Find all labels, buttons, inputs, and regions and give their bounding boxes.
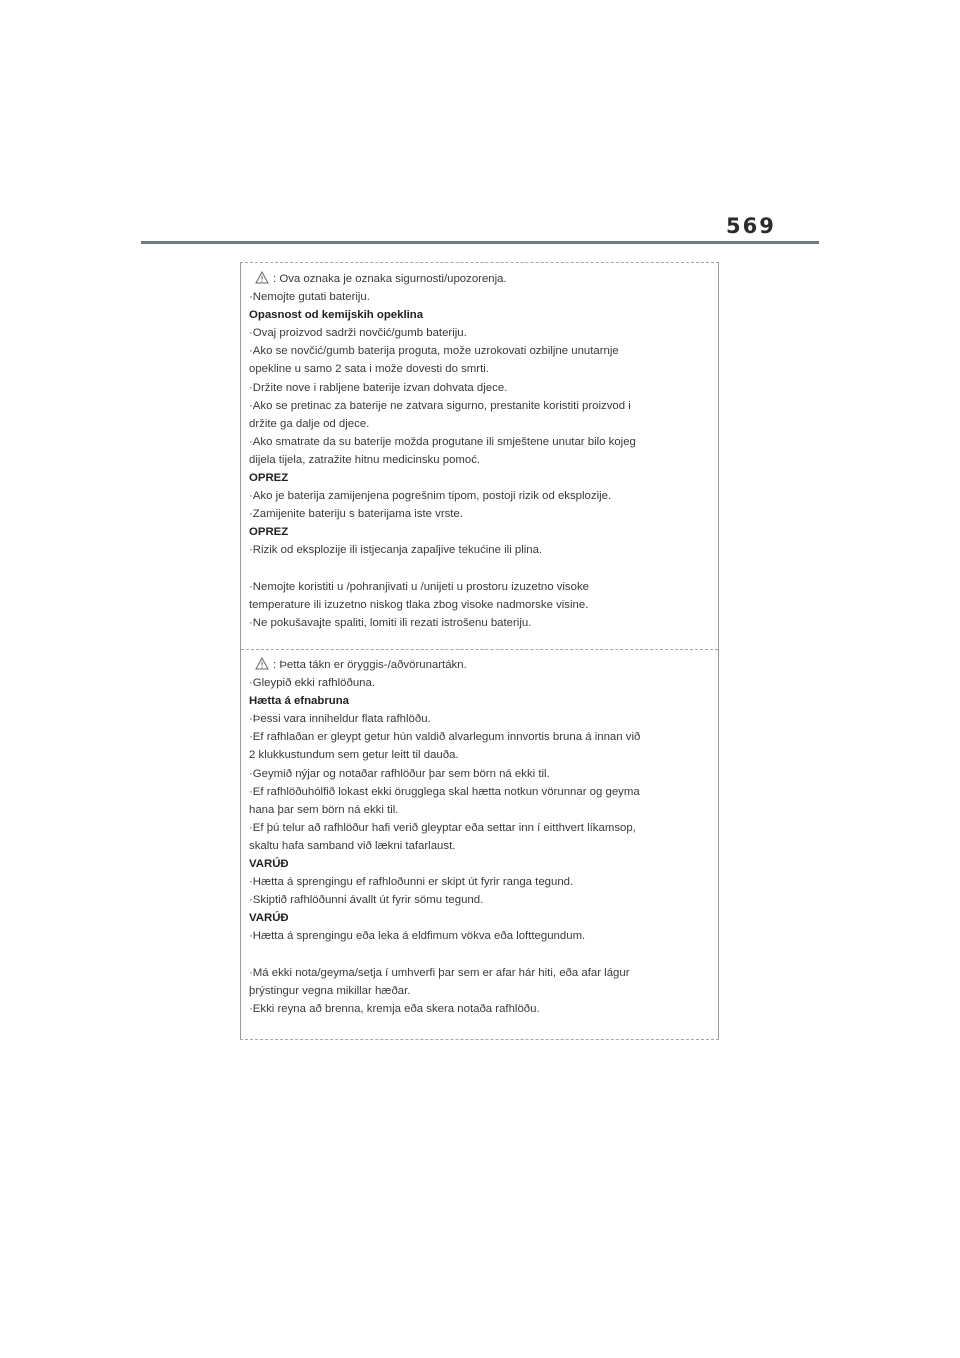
warning-line: ·Hætta á sprengingu ef rafhloðunni er skipt út fyrir ranga tegund.	[249, 876, 574, 889]
warning-line: ·Gleypið ekki rafhlöðuna.	[249, 677, 375, 690]
warning-line: skaltu hafa samband við lækni tafarlaust.	[249, 839, 456, 852]
croatian-warning-section	[249, 270, 709, 632]
header-rule	[141, 241, 819, 244]
warning-line: ·Ako se pretinac za baterije ne zatvara sigurno, prestanite koristiti proizvod i	[249, 399, 631, 412]
blank-line	[249, 560, 709, 578]
warning-heading: Hætta á efnabruna	[249, 695, 350, 708]
blank-line	[249, 946, 709, 964]
symbol-note-text: : Þetta tákn er öryggis-/aðvörunartákn.	[273, 659, 467, 671]
warning-line: ·Ekki reyna að brenna, kremja eða skera notaða rafhlöðu.	[249, 1002, 540, 1015]
battery-warning-box	[240, 262, 719, 1040]
warning-line: ·Rizik od eksplozije ili istjecanja zapaljive tekućine ili plina.	[249, 544, 543, 557]
warning-line: opekline u samo 2 sata i može dovesti do smrti.	[249, 363, 489, 376]
warning-heading: VARÚÐ	[249, 858, 289, 871]
warning-line: ·Ef þú telur að rafhlöður hafi verið gleyptar eða settar inn í eitthvert líkamsop,	[249, 821, 636, 834]
symbol-note-line	[249, 270, 709, 288]
warning-line: ·Zamijenite bateriju s baterijama iste vrste.	[249, 508, 463, 521]
warning-heading: OPREZ	[249, 472, 289, 485]
warning-line: ·Ef rafhlöðuhólfið lokast ekki örugglega skal hætta notkun vörunnar og geyma	[249, 785, 640, 798]
warning-line: dijela tijela, zatražite hitnu medicinsku pomoć.	[249, 453, 481, 466]
symbol-note-line	[249, 656, 709, 674]
warning-line: ·Ne pokušavajte spaliti, lomiti ili rezati istrošenu bateriju.	[249, 616, 532, 629]
warning-line: ·Ovaj proizvod sadrži novčić/gumb bateriju.	[249, 327, 467, 340]
icelandic-warning-section	[249, 656, 709, 1018]
warning-heading: VARÚÐ	[249, 912, 289, 925]
section-divider	[241, 649, 718, 650]
warning-triangle-icon	[255, 271, 269, 284]
warning-line: ·Geymið nýjar og notaðar rafhlöður þar sem börn ná ekki til.	[249, 767, 550, 780]
warning-heading: OPREZ	[249, 526, 289, 539]
warning-line: þrýstingur vegna mikillar hæðar.	[249, 984, 411, 997]
warning-line: ·Ako se novčić/gumb baterija proguta, može uzrokovati ozbiljne unutarnje	[249, 345, 619, 358]
symbol-note-text: : Ova oznaka je oznaka sigurnosti/upozorenja.	[273, 273, 507, 285]
warning-line: ·Držite nove i rabljene baterije izvan dohvata djece.	[249, 381, 508, 394]
warning-line: ·Má ekki nota/geyma/setja í umhverfi þar sem er afar hár hiti, eða afar lágur	[249, 966, 630, 979]
warning-line: hana þar sem börn ná ekki til.	[249, 803, 399, 816]
page-number: 569	[726, 214, 776, 238]
warning-line: ·Ako je baterija zamijenjena pogrešnim tipom, postoji rizik od eksplozije.	[249, 490, 612, 503]
warning-line: ·Nemojte gutati bateriju.	[249, 291, 370, 304]
warning-line: ·Ef rafhlaðan er gleypt getur hún valdið alvarlegum innvortis bruna á innan við	[249, 731, 641, 744]
warning-line: držite ga dalje od djece.	[249, 417, 370, 430]
warning-line: temperature ili izuzetno niskog tlaka zbog visoke nadmorske visine.	[249, 598, 589, 611]
warning-heading: Opasnost od kemijskih opeklina	[249, 309, 424, 322]
warning-line: 2 klukkustundum sem getur leitt til dauða.	[249, 749, 459, 762]
warning-line: ·Nemojte koristiti u /pohranjivati u /unijeti u prostoru izuzetno visoke	[249, 580, 589, 593]
warning-triangle-icon	[255, 657, 269, 670]
warning-line: ·Þessi vara inniheldur flata rafhlöðu.	[249, 713, 431, 726]
warning-line: ·Ako smatrate da su baterije možda progutane ili smještene unutar bilo kojeg	[249, 435, 636, 448]
warning-line: ·Hætta á sprengingu eða leka á eldfimum vökva eða lofttegundum.	[249, 930, 586, 943]
warning-line: ·Skiptið rafhlöðunni ávallt út fyrir sömu tegund.	[249, 894, 484, 907]
